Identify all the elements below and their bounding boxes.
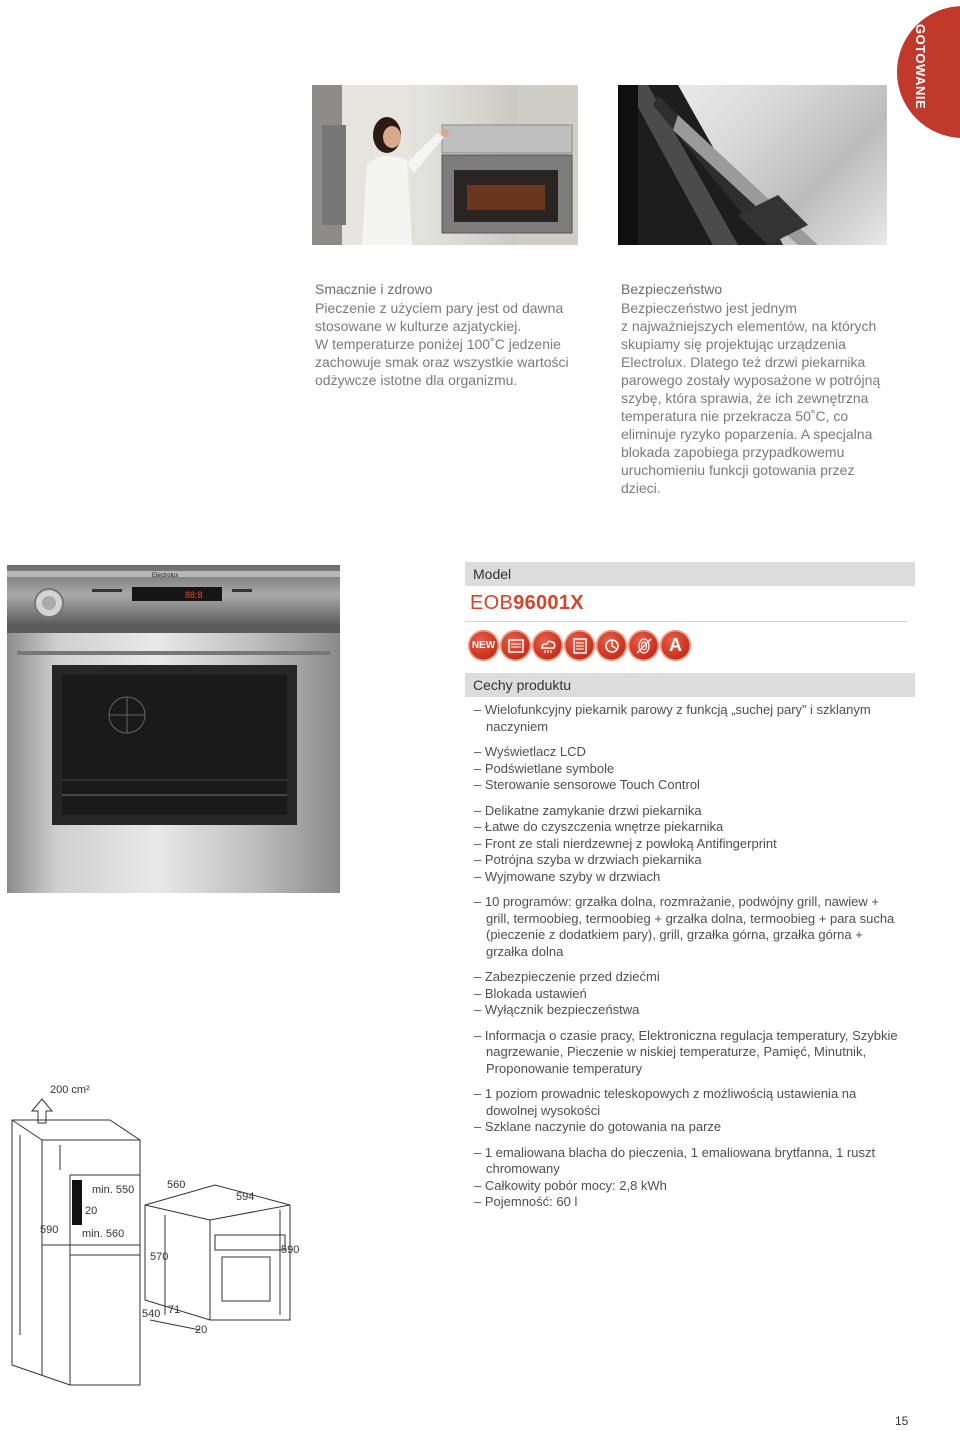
body-line: z najważniejszych elementów, na których [621, 318, 877, 334]
feature-item: – 10 programów: grzałka dolna, rozmrażanie, podwójny grill, nawiew + grill, termoobieg, termoobieg + grzałka dolna, termoobieg + para sucha (pieczenie z dodatkiem pary), grill, grzałka górna, grzałka górna + grzałka dolna [474, 894, 895, 959]
dim-gap-20: 20 [85, 1205, 98, 1217]
dim-min-560: min. 560 [82, 1228, 125, 1240]
feature-item: – Wielofunkcyjny piekarnik parowy z funkcją „suchej pary” i szklanym naczyniem [474, 702, 871, 734]
body-line: eliminuje ryzyko poparzenia. A specjalna [621, 426, 873, 442]
body-line: skupiamy się projektując urządzenia [621, 336, 846, 352]
feature-group [474, 1145, 904, 1211]
feature-icons-row [468, 630, 691, 661]
feature-item: – Wyjmowane szyby w drzwiach [474, 868, 661, 884]
section-healthy [315, 281, 595, 389]
features-header: Cechy produktu [465, 673, 915, 697]
feature-item: – Delikatne zamykanie drzwi piekarnika [474, 802, 702, 818]
feature-item: – Szklane naczynie do gotowania na parze [474, 1119, 722, 1134]
model-header: Model [465, 562, 915, 586]
body-line: stosowane w kulturze azjatyckiej. [315, 318, 522, 334]
dim-oven-depth: 570 [150, 1251, 169, 1263]
section-tab [897, 6, 960, 138]
body-line: szybę, która sprawia, że ich zewnętrzna [621, 390, 869, 406]
section-tab-label: GOTOWANIE [913, 24, 928, 110]
feature-group [474, 894, 904, 960]
vent-arrow-icon [32, 1099, 52, 1123]
installation-diagram [0, 1075, 310, 1395]
section-healthy-body [315, 299, 595, 389]
dim-oven-front-width: 594 [236, 1191, 255, 1203]
body-line: blokada zapobiega przypadkowemu [621, 444, 845, 460]
dim-front-71: 71 [168, 1304, 181, 1316]
new-badge-icon [468, 630, 499, 661]
model-prefix: EOB [470, 592, 514, 614]
feature-item: – Podświetlane symbole [474, 760, 615, 776]
new-badge-label: NEW [471, 640, 496, 651]
body-line: uruchomieniu funkcji gotowania przez [621, 462, 855, 478]
body-line: parowego zostały wyposażone w potrójną [621, 372, 881, 388]
body-line: temperatura nie przekracza 50˚C, co [621, 408, 849, 424]
steam-cloud-icon [532, 630, 563, 661]
feature-group [474, 969, 904, 1019]
photo-woman-oven [312, 85, 578, 245]
body-line: W temperaturze poniżej 100˚C jedzenie [315, 336, 561, 352]
fan-icon [596, 630, 627, 661]
feature-item: – Łatwe do czyszczenia wnętrze piekarnika [474, 819, 724, 834]
section-safety-body [621, 299, 911, 497]
body-line: Pieczenie z użyciem pary jest od dawna [315, 300, 564, 316]
feature-item: – 1 emaliowana blacha do pieczenia, 1 emaliowana brytfanna, 1 ruszt chromowany [474, 1144, 876, 1176]
feature-group [474, 1086, 904, 1136]
multi-function-icon [564, 630, 595, 661]
feature-item: – Blokada ustawień [474, 985, 587, 1001]
dim-min-550: min. 550 [92, 1184, 135, 1196]
energy-class-a-icon [660, 630, 691, 661]
feature-item: – Zabezpieczenie przed dziećmi [474, 969, 660, 984]
steam-oven-icon [500, 630, 531, 661]
body-line: dzieci. [621, 480, 661, 496]
body-line: Bezpieczeństwo jest jednym [621, 300, 797, 316]
dim-cabinet-height: 590 [40, 1224, 59, 1236]
model-divider [465, 621, 907, 622]
feature-item: – Wyłącznik bezpieczeństwa [474, 1002, 640, 1017]
feature-group [474, 702, 904, 735]
dim-vent: 200 cm² [50, 1084, 90, 1096]
section-safety [621, 281, 911, 497]
section-healthy-title: Smacznie i zdrowo [315, 281, 433, 297]
feature-group [474, 803, 904, 886]
dim-depth-540: 540 [142, 1308, 161, 1320]
model-number: 96001X [513, 592, 584, 614]
body-line: Electrolux. Dlatego też drzwi piekarnika [621, 354, 866, 370]
photo-door-detail [618, 85, 887, 245]
feature-item: – Pojemność: 60 l [474, 1194, 578, 1209]
feature-item: – Potrójna szyba w drzwiach piekarnika [474, 852, 702, 867]
oven-product-image [7, 565, 340, 893]
feature-item: – Wyświetlacz LCD [474, 744, 586, 759]
body-line: zachowuje smak oraz wszystkie wartości [315, 354, 569, 370]
model-name [470, 592, 584, 615]
oven-display: 88:8 [185, 590, 203, 600]
energy-class-label: A [669, 635, 682, 655]
feature-item: – Informacja o czasie pracy, Elektroniczna regulacja temperatury, Szybkie nagrzewanie, Pieczenie w niskiej temperaturze, Pamięć, Minutnik, Proponowanie temperatury [474, 1027, 898, 1076]
antifingerprint-icon [628, 630, 659, 661]
dim-oven-height: 590 [281, 1244, 300, 1256]
oven-brand: Electrolux [152, 573, 179, 579]
feature-item: – Całkowity pobór mocy: 2,8 kWh [474, 1177, 667, 1193]
feature-group [474, 744, 904, 794]
features-list [474, 702, 904, 1220]
body-line: odżywcze istotne dla organizmu. [315, 372, 518, 388]
feature-item: – Front ze stali nierdzewnej z powłoką Antifingerprint [474, 835, 777, 851]
feature-group [474, 1028, 904, 1078]
dim-oven-width: 560 [167, 1179, 186, 1191]
section-safety-title: Bezpieczeństwo [621, 281, 723, 297]
feature-item: – 1 poziom prowadnic teleskopowych z możliwością ustawienia na dowolnej wysokości [474, 1086, 857, 1118]
page-number: 15 [895, 1414, 909, 1428]
dim-bottom-20: 20 [195, 1324, 208, 1336]
feature-item: – Sterowanie sensorowe Touch Control [474, 777, 700, 792]
